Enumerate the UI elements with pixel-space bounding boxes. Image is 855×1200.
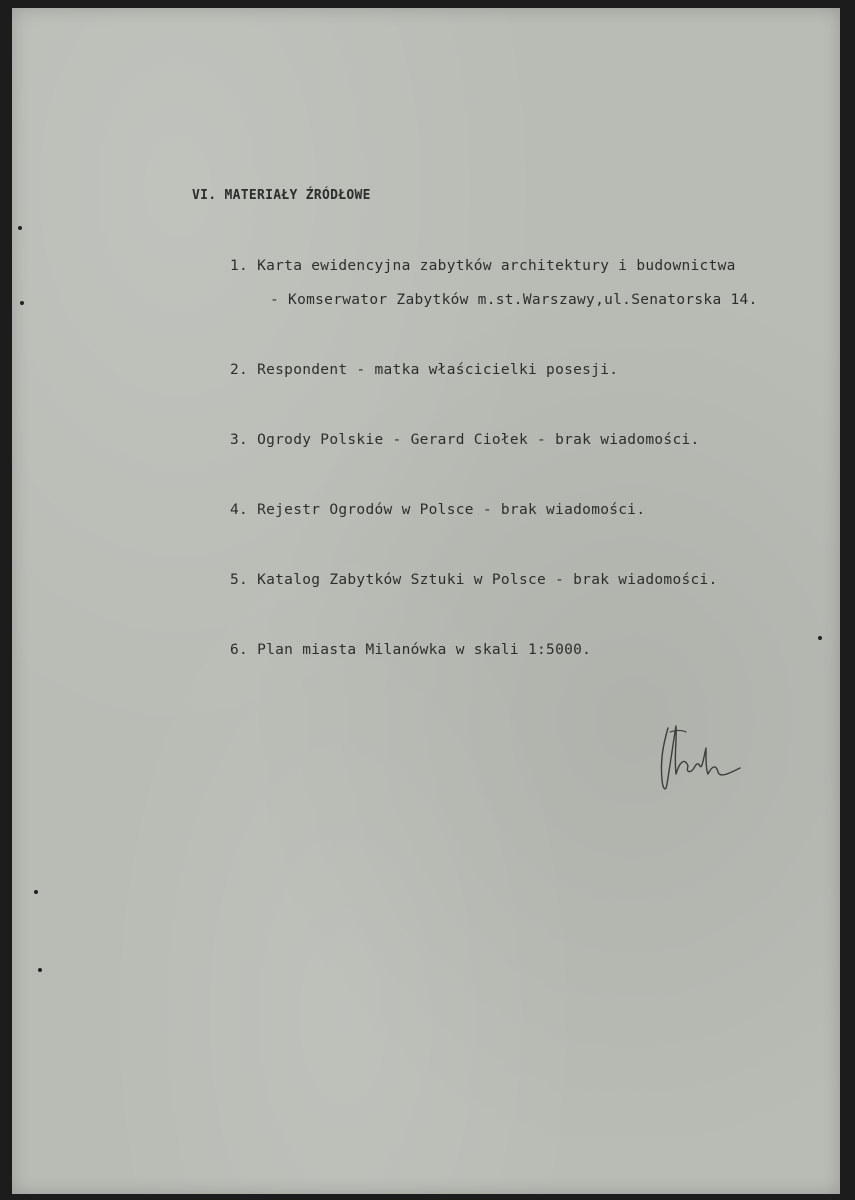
punch-mark — [18, 226, 22, 230]
punch-mark — [20, 301, 24, 305]
document-page — [12, 8, 840, 1194]
list-item-1-continuation: - Komserwator Zabytków m.st.Warszawy,ul.Senatorska 14. — [270, 292, 758, 308]
list-item-2: 2. Respondent - matka właścicielki posesji. — [230, 362, 619, 378]
list-item-3: 3. Ogrody Polskie - Gerard Ciołek - brak wiadomości. — [230, 432, 700, 448]
list-item-6: 6. Plan miasta Milanówka w skali 1:5000. — [230, 642, 592, 658]
punch-mark — [818, 636, 822, 640]
punch-mark — [34, 890, 38, 894]
section-heading: VI. MATERIAŁY ŹRÓDŁOWE — [192, 188, 371, 203]
list-item-4: 4. Rejestr Ogrodów w Polsce - brak wiadomości. — [230, 502, 646, 518]
punch-mark — [38, 968, 42, 972]
handwritten-signature-icon — [646, 708, 756, 803]
list-item-1: 1. Karta ewidencyjna zabytków architektury i budownictwa — [230, 258, 736, 274]
list-item-5: 5. Katalog Zabytków Sztuki w Polsce - brak wiadomości. — [230, 572, 718, 588]
